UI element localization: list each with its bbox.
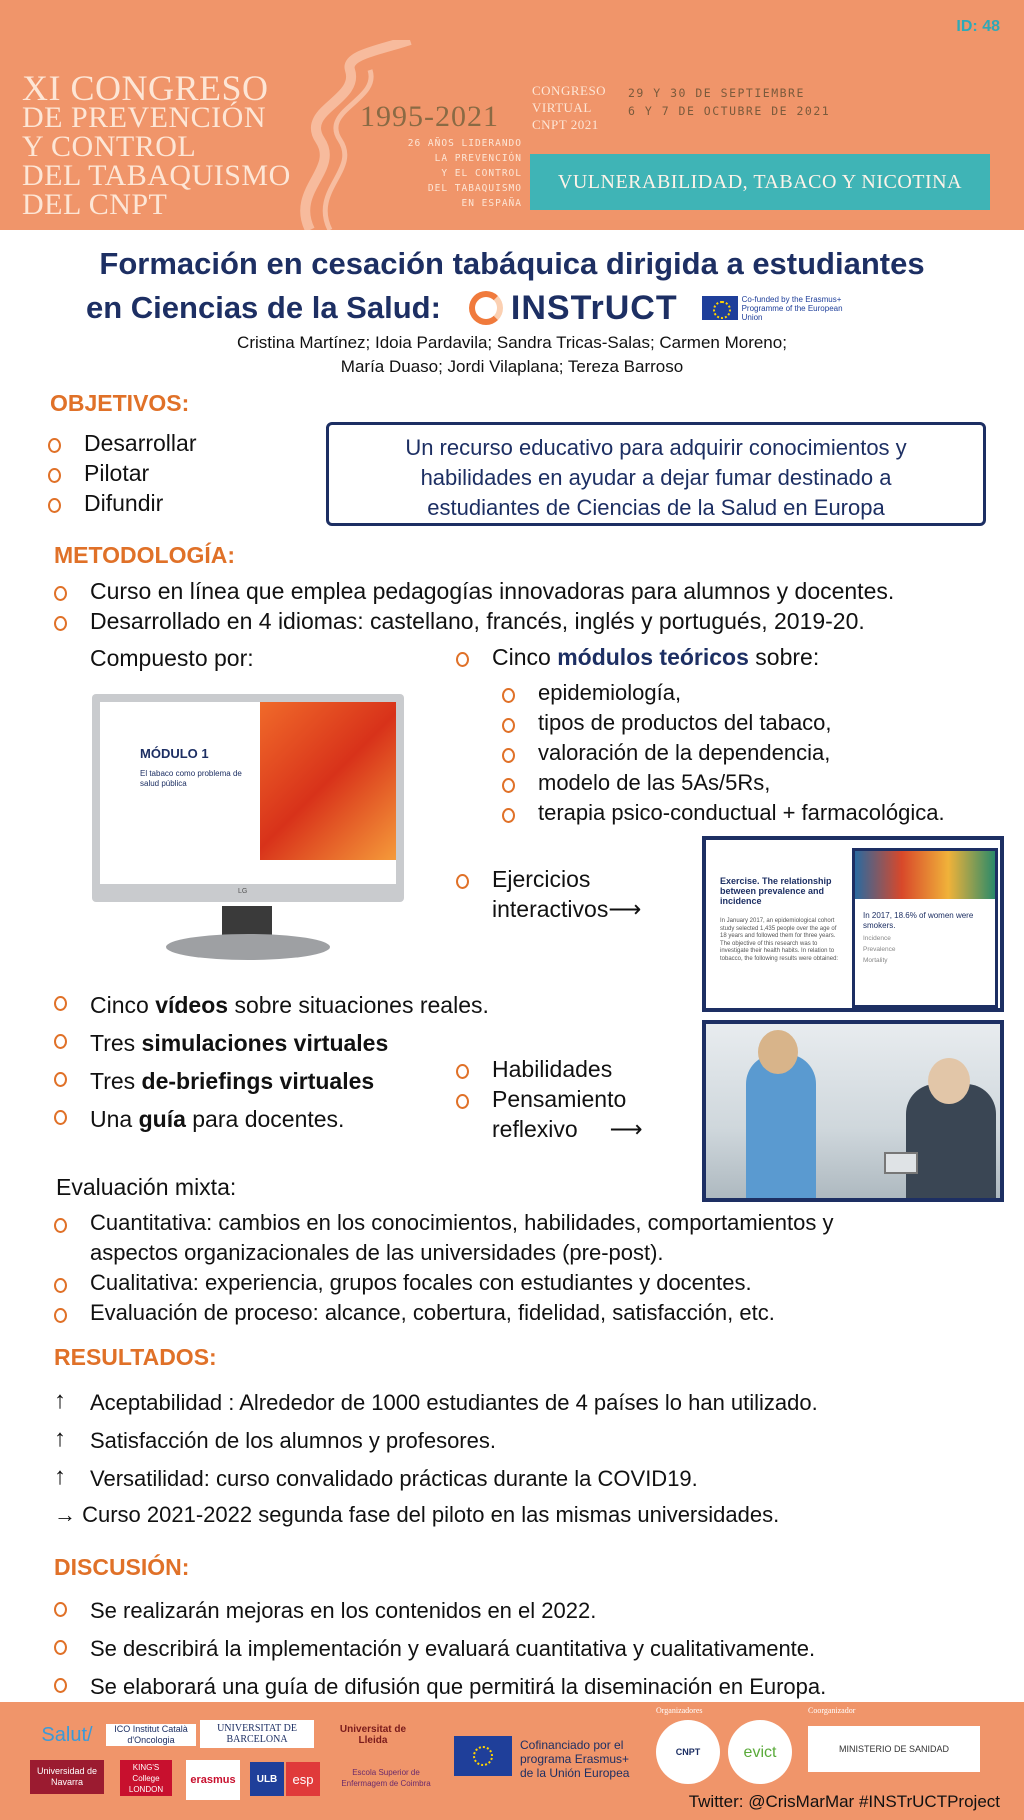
ico-logo: ICO Institut Català d'Oncologia [106, 1724, 196, 1746]
metodologia-list [54, 576, 894, 636]
lleida-logo: Universitat de Lleida [339, 1724, 407, 1746]
partners-footer [0, 1702, 1024, 1820]
cofinanciado-text: Cofinanciado por el programa Erasmus+ de la Unión Europea [520, 1738, 630, 1780]
resultados-heading: RESULTADOS: [54, 1344, 217, 1370]
congress-header [0, 0, 1024, 230]
list-item: terapia psico-conductual + farmacológica. [502, 798, 945, 828]
virtual-label: CONGRESO VIRTUAL CNPT 2021 [532, 83, 607, 132]
list-item: tipos de productos del tabaco, [502, 708, 945, 738]
discusion-heading: DISCUSIÓN: [54, 1554, 190, 1580]
eu-flag-icon [454, 1736, 512, 1776]
list-item: Difundir [48, 488, 196, 518]
eu-cofunded-badge: Co-funded by the Erasmus+ Programme of the European Union [702, 295, 852, 322]
list-item: modelo de las 5As/5Rs, [502, 768, 945, 798]
navarra-logo: Universidad de Navarra [30, 1760, 104, 1794]
list-item: Se describirá la implementación y evaluará cuantitativa y cualitativamente. [54, 1630, 826, 1668]
list-item: ↑ Aceptabilidad : Alrededor de 1000 estudiantes de 4 países lo han utilizado. [54, 1384, 818, 1422]
poster-title: Formación en cesación tabáquica dirigida a estudiantes en Ciencias de la Salud: INSTrUCT Co-funded by the Erasmus+ Programme of the European Union [30, 242, 994, 330]
salut-logo: Salut/ [41, 1723, 93, 1746]
list-item: Tres simulaciones virtuales [54, 1024, 489, 1062]
list-item: Cuantitativa: cambios en los conocimientos, habilidades, comportamientos y aspectos organizacionales de las universidades (pre-post). [54, 1208, 1014, 1268]
congress-dates: 29 Y 30 DE SEPTIEMBRE 6 Y 7 DE OCTUBRE DE 2021 [628, 86, 831, 118]
brick-wall-graphic [260, 702, 396, 860]
mural-image [855, 851, 995, 899]
list-item: Desarrollar [48, 428, 196, 458]
list-item: Habilidades [456, 1054, 643, 1084]
next-phase: → Curso 2021-2022 segunda fase del piloto en las mismas universidades. [54, 1502, 780, 1527]
eu-flag-icon [702, 296, 738, 320]
list-item: Cinco vídeos sobre situaciones reales. [54, 986, 489, 1024]
years-label: 1995-2021 [360, 100, 499, 133]
years-tagline: 26 AÑOS LIDERANDO LA PREVENCIÓN Y EL CONTROL DEL TABAQUISMO EN ESPAÑA [407, 138, 522, 209]
ejercicios-item: Ejercicios interactivos⟶ [456, 864, 641, 924]
poster-id: ID: 48 [956, 18, 1000, 35]
authors: Cristina Martínez; Idoia Pardavila; Sandra Tricas-Salas; Carmen Moreno; María Duaso; Jordi Vilaplana; Tereza Barroso [237, 333, 787, 376]
list-item: ↑ Satisfacción de los alumnos y profesores. [54, 1422, 818, 1460]
list-item: Curso en línea que emplea pedagogías innovadoras para alumnos y docentes. [54, 576, 894, 606]
exercise-screenshot: Exercise. The relationship between prevalence and incidence In January 2017, an epidemiological cohort study selected 1,435 people over the age of 18 years and followed them for three years. The objective of this research was to investigate their health habits. In relation to tobacco, the following results were obtained: In 2017, 18.6% of women were smokers. Incidence Prevalence Mortality [702, 836, 1004, 1012]
simulation-photo [702, 1020, 1004, 1202]
list-item: ↑ Versatilidad: curso convalidado prácticas durante la COVID19. [54, 1460, 818, 1498]
list-item: Evaluación de proceso: alcance, cobertura, fidelidad, satisfacción, etc. [54, 1298, 1014, 1328]
ministerio-logo: MINISTERIO DE SANIDAD [808, 1726, 980, 1772]
resultados-list [54, 1384, 818, 1498]
list-item: Pilotar [48, 458, 196, 488]
modulos-list [502, 678, 945, 828]
twitter-handle[interactable]: Twitter: @CrisMarMar #INSTrUCTProject [688, 1792, 1000, 1811]
modulos-item: Cinco módulos teóricos sobre: [456, 642, 819, 672]
kings-logo: KING'S College LONDON [120, 1760, 172, 1796]
module-subtitle: El tabaco como problema de salud pública [140, 769, 242, 788]
theme-banner: VULNERABILIDAD, TABACO Y NICOTINA [530, 154, 990, 210]
erasmus-logo: erasmus [186, 1760, 240, 1800]
instruct-logo: INSTrUCT [469, 286, 678, 330]
esp-logo: esp [286, 1762, 320, 1796]
habilidades-list [456, 1054, 643, 1144]
congress-title: XI CONGRESO DE PREVENCIÓN Y CONTROL DEL TABAQUISMO DEL CNPT [22, 68, 291, 221]
instruct-ring-icon [469, 291, 503, 325]
module-monitor-image [92, 694, 404, 964]
evaluacion-label: Evaluación mixta: [56, 1174, 237, 1200]
list-item: Pensamiento reflexivo ⟶ [456, 1084, 643, 1144]
coimbra-logo: Escola Superior de Enfermagem de Coimbra [341, 1768, 431, 1788]
organizadores-label: Organizadores [656, 1706, 703, 1715]
module-title: MÓDULO 1 [140, 746, 209, 761]
compuesto-label: Compuesto por: [90, 645, 254, 671]
list-item: Desarrollado en 4 idiomas: castellano, francés, inglés y portugués, 2019-20. [54, 606, 894, 636]
ulb-logo: ULB [250, 1762, 284, 1796]
recursos-list [54, 986, 489, 1138]
list-item: Se elaborará una guía de difusión que permitirá la diseminación en Europa. [54, 1668, 826, 1706]
discusion-list [54, 1592, 826, 1706]
evict-logo: evict [728, 1720, 792, 1784]
objetivos-box: Un recurso educativo para adquirir conocimientos y habilidades en ayudar a dejar fumar destinado a estudiantes de Ciencias de la Salud en Europa [326, 422, 986, 526]
coorganizador-label: Coorganizador [808, 1706, 856, 1715]
objetivos-heading: OBJETIVOS: [50, 390, 190, 416]
evaluacion-list [54, 1208, 1014, 1328]
list-item: Tres de-briefings virtuales [54, 1062, 489, 1100]
monitor-brand: LG [238, 888, 248, 895]
metodologia-heading: METODOLOGÍA: [54, 542, 236, 568]
list-item: epidemiología, [502, 678, 945, 708]
ub-logo: UNIVERSITAT DE BARCELONA [200, 1720, 314, 1748]
list-item: Cualitativa: experiencia, grupos focales con estudiantes y docentes. [54, 1268, 1014, 1298]
list-item: valoración de la dependencia, [502, 738, 945, 768]
list-item: Se realizarán mejoras en los contenidos en el 2022. [54, 1592, 826, 1630]
list-item: Una guía para docentes. [54, 1100, 489, 1138]
objetivos-list [48, 428, 196, 518]
cnpt-logo: CNPT [656, 1720, 720, 1784]
